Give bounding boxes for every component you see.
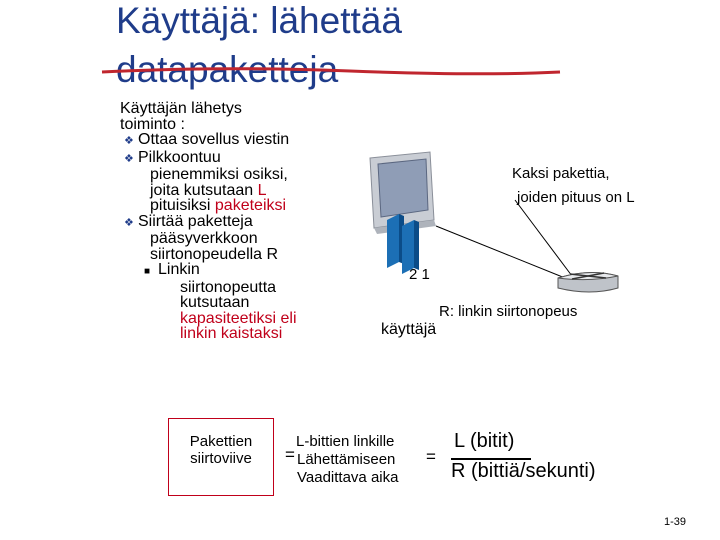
delay-box-line-1: Pakettien	[189, 433, 253, 450]
bullet-3-line-2: pääsyverkkoon	[150, 230, 258, 247]
diamond-bullet-icon: ❖	[124, 216, 134, 229]
square-bullet-icon: ■	[144, 266, 151, 277]
formula-numerator: L (bitit)	[454, 430, 515, 452]
equals-sign-2: =	[426, 447, 436, 466]
bullet-2-line-3: joita kutsutaan L	[150, 181, 267, 199]
host-label: käyttäjä	[381, 321, 437, 338]
router-icon	[558, 272, 618, 292]
packet-icons	[387, 214, 419, 274]
intro-line-2: toiminto :	[120, 115, 185, 133]
formula-mid-line-2: Lähettämiseen	[297, 451, 396, 468]
bullet-2-line-4: pituisiksi paketeiksi	[150, 197, 287, 214]
delay-box	[168, 418, 274, 496]
delay-box-line-2: siirtoviive	[190, 450, 252, 467]
page-number: 1-39	[664, 516, 687, 528]
packets-label-line-2: joiden pituus on L	[517, 189, 635, 206]
packet-numbers: 2 1	[409, 266, 430, 283]
bullet-2-line-2: pienemmiksi osiksi,	[150, 166, 288, 183]
bullet-3-line-3: siirtonopeudella R	[150, 245, 279, 263]
diamond-bullet-icon: ❖	[124, 152, 134, 165]
bullet-list	[120, 101, 370, 342]
sub-line-4: kapasiteetiksi eli	[180, 309, 297, 327]
rate-label: R: linkin siirtonopeus	[439, 303, 578, 320]
diamond-bullet-icon: ❖	[124, 135, 134, 147]
packets-label-line-1: Kaksi pakettia,	[512, 165, 610, 182]
formula-denominator: R (bittiä/sekunti)	[451, 460, 596, 482]
sub-line-5: linkin kaistaksi	[180, 325, 283, 342]
formula-mid-line-3: Vaadittava aika	[297, 469, 399, 486]
formula-mid-line-1: L-bittien linkille	[296, 433, 395, 450]
equals-sign-1: =	[285, 445, 295, 464]
bullet-2: ❖ Pilkkoontuu	[124, 148, 221, 166]
intro-line-1: Käyttäjän lähetys	[120, 100, 242, 117]
title-underline	[100, 63, 570, 79]
pointer-line	[515, 200, 575, 280]
link-line	[436, 226, 570, 280]
sub-bullet: ■ Linkin	[144, 261, 200, 278]
bullet-3: ❖ Siirtää paketteja	[124, 212, 253, 230]
title-line-1: Käyttäjä: lähettää	[116, 0, 402, 41]
bullet-1: ❖ Ottaa sovellus viestin	[124, 131, 290, 148]
sub-line-3: kutsutaan	[180, 294, 250, 311]
title-line-2: datapaketteja	[116, 49, 339, 90]
sub-line-2: siirtonopeutta	[180, 278, 277, 296]
